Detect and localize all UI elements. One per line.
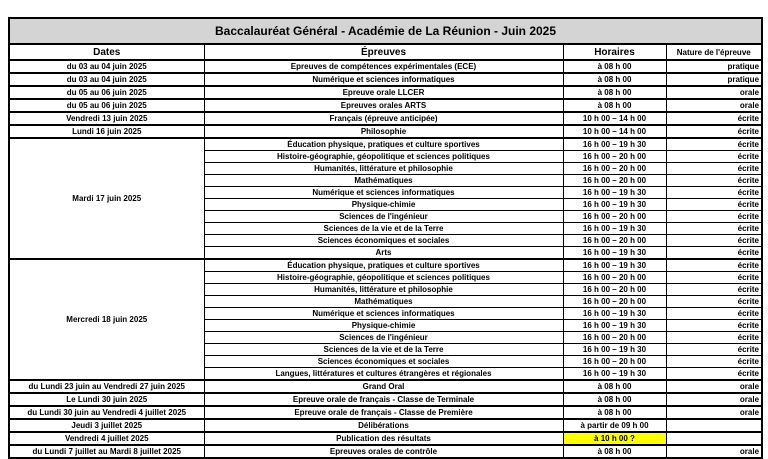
epreuve-cell: Sciences de la vie et de la Terre (204, 344, 563, 356)
epreuve-cell: Mathématiques (204, 175, 563, 187)
horaire-cell: 16 h 00 – 19 h 30 (563, 320, 666, 332)
table-row (9, 419, 762, 432)
table-title: Baccalauréat Général - Académie de La Réunion - Juin 2025 (9, 18, 762, 44)
epreuve-cell: Français (épreuve anticipée) (204, 112, 563, 125)
nature-cell: écrite (666, 332, 762, 344)
epreuve-cell: Humanités, littérature et philosophie (204, 284, 563, 296)
date-cell: Le Lundi 30 juin 2025 (9, 393, 204, 406)
epreuve-cell: Langues, littératures et cultures étrangères et régionales (204, 368, 563, 381)
nature-cell: écrite (666, 308, 762, 320)
nature-cell: écrite (666, 320, 762, 332)
nature-cell: écrite (666, 163, 762, 175)
horaire-cell: 16 h 00 – 19 h 30 (563, 308, 666, 320)
column-header-dates: Dates (9, 44, 204, 60)
epreuve-cell: Physique-chimie (204, 320, 563, 332)
nature-cell: écrite (666, 296, 762, 308)
horaire-cell: 16 h 00 – 20 h 00 (563, 332, 666, 344)
horaire-cell: à 08 h 00 (563, 73, 666, 86)
nature-cell (666, 432, 762, 445)
date-cell: du Lundi 23 juin au Vendredi 27 juin 2025 (9, 380, 204, 393)
epreuve-cell: Epreuve orale LLCER (204, 86, 563, 99)
epreuve-cell: Sciences de la vie et de la Terre (204, 223, 563, 235)
date-cell: Mercredi 18 juin 2025 (9, 259, 204, 380)
nature-cell (666, 419, 762, 432)
epreuve-cell: Délibérations (204, 419, 563, 432)
column-header-epreuves: Épreuves (204, 44, 563, 60)
table-row (9, 406, 762, 419)
date-cell: du 05 au 06 juin 2025 (9, 99, 204, 112)
horaire-cell: 16 h 00 – 19 h 30 (563, 259, 666, 272)
nature-cell: orale (666, 99, 762, 112)
horaire-cell: à 08 h 00 (563, 380, 666, 393)
nature-cell: écrite (666, 356, 762, 368)
epreuve-cell: Epreuve orale de français - Classe de Première (204, 406, 563, 419)
epreuve-cell: Numérique et sciences informatiques (204, 73, 563, 86)
horaire-cell: 16 h 00 – 20 h 00 (563, 296, 666, 308)
table-row (9, 125, 762, 138)
horaire-cell: 16 h 00 – 19 h 30 (563, 247, 666, 260)
exam-schedule-table (8, 17, 763, 459)
table-row (9, 432, 762, 445)
table-row (9, 138, 762, 151)
table-row (9, 445, 762, 458)
horaire-cell: à 08 h 00 (563, 60, 666, 73)
horaire-cell: à 08 h 00 (563, 393, 666, 406)
table-row (9, 60, 762, 73)
nature-cell: écrite (666, 284, 762, 296)
nature-cell: pratique (666, 60, 762, 73)
horaire-cell: 16 h 00 – 19 h 30 (563, 199, 666, 211)
table-row (9, 380, 762, 393)
horaire-cell: 16 h 00 – 19 h 30 (563, 223, 666, 235)
epreuve-cell: Epreuves orales ARTS (204, 99, 563, 112)
nature-cell: orale (666, 445, 762, 458)
nature-cell: écrite (666, 125, 762, 138)
epreuve-cell: Mathématiques (204, 296, 563, 308)
horaire-cell: à 08 h 00 (563, 406, 666, 419)
epreuve-cell: Arts (204, 247, 563, 260)
date-cell: Mardi 17 juin 2025 (9, 138, 204, 259)
table-row (9, 86, 762, 99)
horaire-cell: 16 h 00 – 19 h 30 (563, 344, 666, 356)
horaire-cell: 16 h 00 – 19 h 30 (563, 138, 666, 151)
horaire-cell: à 08 h 00 (563, 86, 666, 99)
nature-cell: écrite (666, 175, 762, 187)
nature-cell: écrite (666, 272, 762, 284)
nature-cell: orale (666, 393, 762, 406)
horaire-cell: à partir de 09 h 00 (563, 419, 666, 432)
nature-cell: orale (666, 86, 762, 99)
horaire-cell: 16 h 00 – 20 h 00 (563, 175, 666, 187)
table-row (9, 393, 762, 406)
nature-cell: écrite (666, 344, 762, 356)
epreuve-cell: Epreuves de compétences expérimentales (ECE) (204, 60, 563, 73)
nature-cell: écrite (666, 223, 762, 235)
epreuve-cell: Éducation physique, pratiques et culture sportives (204, 259, 563, 272)
horaire-cell: à 08 h 00 (563, 99, 666, 112)
table-row (9, 73, 762, 86)
epreuve-cell: Sciences de l'ingénieur (204, 211, 563, 223)
table-title-row (9, 18, 762, 44)
horaire-cell: 16 h 00 – 20 h 00 (563, 272, 666, 284)
horaire-cell: 16 h 00 – 19 h 30 (563, 187, 666, 199)
epreuve-cell: Numérique et sciences informatiques (204, 308, 563, 320)
nature-cell: écrite (666, 259, 762, 272)
horaire-cell: 16 h 00 – 20 h 00 (563, 235, 666, 247)
table-row (9, 99, 762, 112)
column-header-horaires: Horaires (563, 44, 666, 60)
nature-cell: écrite (666, 187, 762, 199)
epreuve-cell: Philosophie (204, 125, 563, 138)
date-cell: Vendredi 13 juin 2025 (9, 112, 204, 125)
table-row (9, 112, 762, 125)
table-row (9, 259, 762, 272)
column-header-nature: Nature de l'épreuve (666, 44, 762, 60)
epreuve-cell: Epreuve orale de français - Classe de Terminale (204, 393, 563, 406)
horaire-cell: 16 h 00 – 20 h 00 (563, 163, 666, 175)
nature-cell: écrite (666, 211, 762, 223)
date-cell: du Lundi 30 juin au Vendredi 4 juillet 2025 (9, 406, 204, 419)
date-cell: du 05 au 06 juin 2025 (9, 86, 204, 99)
epreuve-cell: Humanités, littérature et philosophie (204, 163, 563, 175)
horaire-cell: 16 h 00 – 19 h 30 (563, 368, 666, 381)
nature-cell: écrite (666, 138, 762, 151)
epreuve-cell: Histoire-géographie, géopolitique et sciences politiques (204, 151, 563, 163)
epreuve-cell: Physique-chimie (204, 199, 563, 211)
epreuve-cell: Éducation physique, pratiques et culture sportives (204, 138, 563, 151)
nature-cell: écrite (666, 151, 762, 163)
epreuve-cell: Numérique et sciences informatiques (204, 187, 563, 199)
table-body (9, 60, 762, 458)
date-cell: du Lundi 7 juillet au Mardi 8 juillet 2025 (9, 445, 204, 458)
horaire-cell: 16 h 00 – 20 h 00 (563, 211, 666, 223)
nature-cell: pratique (666, 73, 762, 86)
nature-cell: écrite (666, 199, 762, 211)
nature-cell: orale (666, 406, 762, 419)
epreuve-cell: Publication des résultats (204, 432, 563, 445)
horaire-cell: 16 h 00 – 20 h 00 (563, 356, 666, 368)
epreuve-cell: Epreuves orales de contrôle (204, 445, 563, 458)
date-cell: Jeudi 3 juillet 2025 (9, 419, 204, 432)
horaire-cell: 10 h 00 – 14 h 00 (563, 112, 666, 125)
nature-cell: écrite (666, 112, 762, 125)
date-cell: du 03 au 04 juin 2025 (9, 73, 204, 86)
nature-cell: orale (666, 380, 762, 393)
nature-cell: écrite (666, 247, 762, 260)
horaire-cell: à 08 h 00 (563, 445, 666, 458)
date-cell: du 03 au 04 juin 2025 (9, 60, 204, 73)
horaire-cell: 10 h 00 – 14 h 00 (563, 125, 666, 138)
date-cell: Vendredi 4 juillet 2025 (9, 432, 204, 445)
horaire-cell: 16 h 00 – 20 h 00 (563, 151, 666, 163)
nature-cell: écrite (666, 368, 762, 381)
epreuve-cell: Grand Oral (204, 380, 563, 393)
nature-cell: écrite (666, 235, 762, 247)
date-cell: Lundi 16 juin 2025 (9, 125, 204, 138)
table-header-row (9, 44, 762, 60)
horaire-cell: 16 h 00 – 20 h 00 (563, 284, 666, 296)
epreuve-cell: Sciences économiques et sociales (204, 235, 563, 247)
epreuve-cell: Histoire-géographie, géopolitique et sciences politiques (204, 272, 563, 284)
epreuve-cell: Sciences de l'ingénieur (204, 332, 563, 344)
horaire-cell-highlighted: à 10 h 00 ? (563, 432, 666, 445)
epreuve-cell: Sciences économiques et sociales (204, 356, 563, 368)
